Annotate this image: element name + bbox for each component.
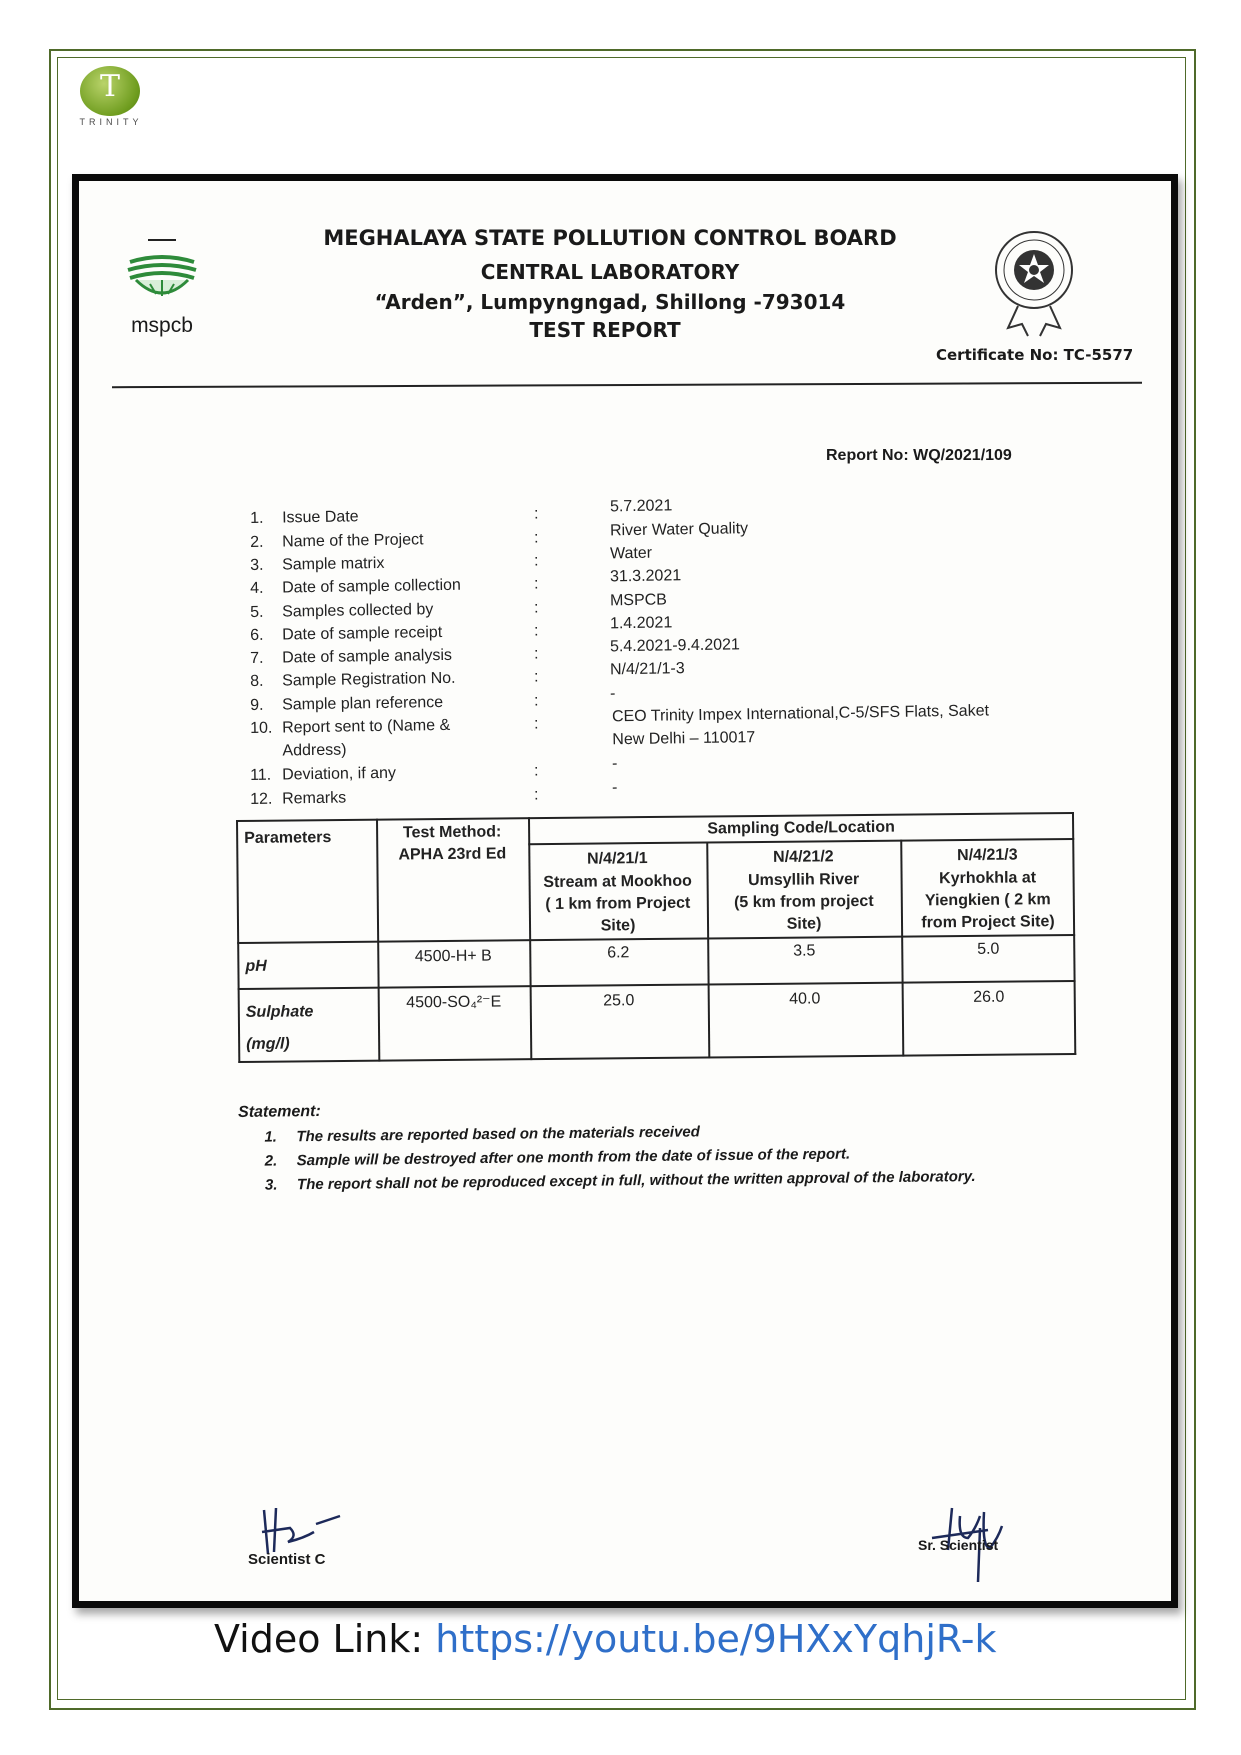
location-name: Stream at Mookhoo: [543, 872, 692, 892]
info-colon: :: [533, 552, 539, 570]
info-value: -: [611, 779, 618, 797]
statement-item: [265, 1142, 1139, 1170]
statement-item-number: 1.: [264, 1128, 278, 1146]
info-colon: :: [533, 692, 539, 710]
info-colon: :: [533, 529, 539, 547]
info-num: 4.: [250, 579, 264, 597]
location-distance: ( 1 km from Project: [545, 894, 691, 914]
info-label: Sample matrix: [281, 554, 385, 574]
info-num: 12.: [250, 790, 273, 808]
info-colon: :: [533, 715, 539, 733]
statement-item-text: The report shall not be reproduced except in full, without the written approval of the laboratory.: [296, 1167, 976, 1194]
info-value: 5.4.2021-9.4.2021: [609, 636, 741, 656]
info-value: 1.4.2021: [609, 614, 673, 633]
header-sampling: Sampling Code/Location: [707, 818, 895, 838]
statement-item-text: Sample will be destroyed after one month from the date of issue of the report.: [296, 1145, 851, 1170]
trinity-brand-name: TRINITY: [79, 117, 143, 127]
param-name: Sulphate: [245, 1003, 314, 1021]
value-loc2: 40.0: [789, 990, 821, 1008]
info-num: 5.: [250, 603, 264, 621]
info-num: 10.: [250, 719, 273, 737]
statement-item: [264, 1118, 1138, 1146]
param-method: 4500-SO₄²⁻E: [406, 993, 502, 1012]
info-colon: :: [533, 505, 539, 523]
info-value: -: [611, 755, 618, 773]
certificate-number: Certificate No: TC-5577: [936, 346, 1134, 364]
info-value-cont: New Delhi – 110017: [612, 729, 756, 749]
info-value: 31.3.2021: [609, 567, 682, 586]
info-num: 3.: [250, 556, 264, 574]
info-value: River Water Quality: [609, 520, 749, 540]
info-value: 5.7.2021: [609, 497, 673, 516]
location-name: Umsyllih River: [747, 871, 860, 890]
value-loc1: 6.2: [607, 944, 630, 962]
info-num: 2.: [250, 533, 264, 551]
info-value: MSPCB: [609, 591, 668, 610]
location-code: N/4/21/2: [773, 848, 834, 866]
statement-block: [238, 1093, 1139, 1194]
info-label: Sample Registration No.: [281, 669, 456, 690]
param-unit: (mg/l): [246, 1035, 290, 1053]
video-link-label: Video Link:: [214, 1617, 436, 1661]
info-colon: :: [533, 762, 539, 780]
signature-label-left: Scientist C: [248, 1551, 326, 1568]
value-loc3: 5.0: [977, 940, 1000, 958]
trinity-logo-letter: T: [99, 69, 120, 104]
report-title: TEST REPORT: [529, 318, 681, 342]
info-label: Issue Date: [281, 508, 359, 527]
info-value: CEO Trinity Impex International,C-5/SFS Flats, Saket: [611, 702, 990, 726]
info-colon: :: [533, 668, 539, 686]
video-link[interactable]: https://youtu.be/9HXxYqhjR-k: [435, 1617, 997, 1661]
results-table: [236, 812, 1076, 1063]
info-colon: :: [533, 599, 539, 617]
info-label: Remarks: [281, 789, 347, 808]
location-code: N/4/21/1: [587, 850, 648, 868]
value-loc1: 25.0: [603, 992, 635, 1010]
report-number: Report No: WQ/2021/109: [826, 447, 1012, 464]
param-method: 4500-H+ B: [414, 947, 492, 966]
board-name: MEGHALAYA STATE POLLUTION CONTROL BOARD: [323, 226, 897, 250]
location-distance: Yiengkien ( 2 km: [924, 891, 1051, 910]
info-label: Date of sample analysis: [281, 646, 453, 667]
info-label: Sample plan reference: [281, 693, 444, 714]
info-num: 1.: [250, 509, 264, 527]
location-name: Kyrhokhla at: [939, 869, 1037, 888]
statement-title: Statement:: [238, 1102, 321, 1121]
info-value: Water: [609, 544, 653, 563]
info-colon: :: [533, 786, 539, 804]
statement-item-text: The results are reported based on the materials received: [296, 1123, 700, 1146]
location-distance-cont: Site): [786, 915, 822, 933]
info-colon: :: [533, 575, 539, 593]
info-label: Date of sample collection: [281, 576, 462, 597]
mspcb-logo-text: mspcb: [131, 314, 193, 337]
info-colon: :: [533, 622, 539, 640]
location-distance: (5 km from project: [733, 892, 874, 912]
info-label: Date of sample receipt: [281, 623, 443, 644]
info-label: Deviation, if any: [281, 764, 397, 784]
location-code: N/4/21/3: [957, 846, 1018, 865]
info-label: Samples collected by: [281, 601, 434, 621]
location-distance-cont: from Project Site): [921, 913, 1055, 932]
info-value: -: [609, 685, 616, 703]
info-num: 9.: [250, 696, 264, 714]
info-colon: :: [533, 645, 539, 663]
lab-address: “Arden”, Lumpyngngad, Shillong -793014: [374, 290, 846, 314]
header-test-method-ed: APHA 23rd Ed: [398, 845, 507, 864]
video-link-line: [214, 1617, 1114, 1661]
accreditation-seal-icon: [988, 228, 1080, 340]
info-value: N/4/21/1-3: [609, 660, 685, 679]
mspcb-logo-icon: [122, 236, 202, 300]
info-num: 11.: [250, 766, 272, 784]
location-distance-cont: Site): [600, 917, 636, 935]
param-name: pH: [245, 957, 267, 975]
info-label: Name of the Project: [281, 531, 424, 551]
value-loc3: 26.0: [973, 988, 1005, 1006]
info-num: 7.: [250, 649, 264, 667]
header-parameters: Parameters: [244, 829, 332, 847]
statement-item-number: 2.: [264, 1152, 278, 1170]
info-num: 8.: [250, 672, 264, 690]
info-num: 6.: [250, 626, 264, 644]
header-test-method: Test Method:: [402, 823, 502, 842]
lab-name: CENTRAL LABORATORY: [480, 260, 740, 284]
info-label: Report sent to (Name &: [281, 716, 451, 737]
statement-item-number: 3.: [264, 1176, 278, 1194]
signature-label-right: Sr. Scientist: [918, 1537, 999, 1553]
info-label-cont: Address): [282, 741, 347, 760]
value-loc2: 3.5: [793, 942, 816, 960]
